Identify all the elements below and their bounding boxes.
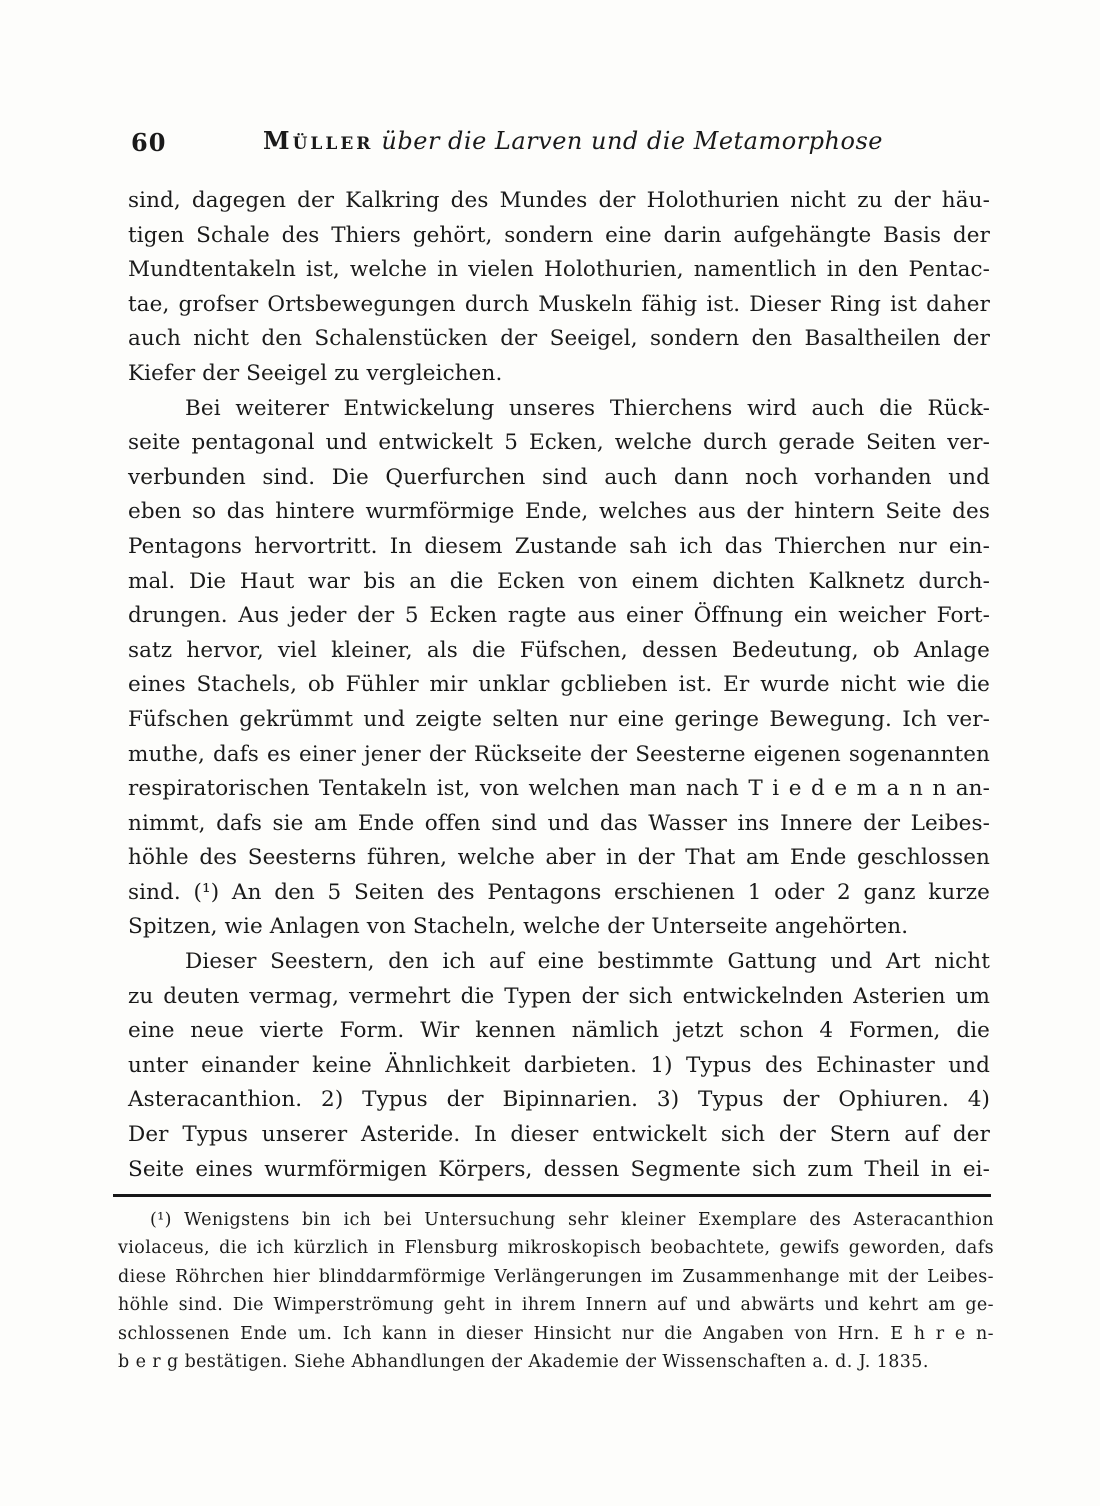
text-line: Kiefer der Seeigel zu vergleichen. bbox=[128, 360, 503, 386]
text-line: zu deuten vermag, vermehrt die Typen der sich entwickelnden Asterien um bbox=[128, 983, 990, 1009]
footnote-line: violaceus, die ich kürzlich in Flensburg mikroskopisch beobachtete, gewifs geworden, dafs bbox=[118, 1238, 994, 1259]
text-line: sind, dagegen der Kalkring des Mundes der Holothurien nicht zu der häu- bbox=[128, 188, 990, 213]
text-line: eine neue vierte Form. Wir kennen nämlich jetzt schon 4 Formen, die bbox=[128, 1018, 990, 1044]
footnote-line: b e r g bestätigen. Siehe Abhandlungen der Akademie der Wissenschaften a. d. J. 1835. bbox=[118, 1352, 929, 1373]
text-line: muthe, dafs es einer jener der Rückseite der Seesterne eigenen sogenannten bbox=[128, 741, 990, 767]
text-line: höhle des Seesterns führen, welche aber in der That am Ende geschlossen bbox=[128, 845, 990, 871]
running-title bbox=[0, 126, 1100, 155]
text-line: mal. Die Haut war bis an die Ecken von einem dichten Kalknetz durch- bbox=[128, 568, 990, 594]
footnote-line: schlossenen Ende um. Ich kann in dieser Hinsicht nur die Angaben von Hrn. E h r e n- bbox=[118, 1323, 994, 1344]
footnote-line: höhle sind. Die Wimperströmung geht in ihrem Innern auf und abwärts und kehrt am ge- bbox=[118, 1295, 994, 1316]
text-line: sind. (¹) An den 5 Seiten des Pentagons erschienen 1 oder 2 ganz kurze bbox=[128, 879, 990, 905]
page-header bbox=[0, 126, 1100, 166]
text-line: Seite eines wurmförmigen Körpers, dessen Segmente sich zum Theil in ei- bbox=[128, 1156, 990, 1182]
page-number: 60 bbox=[131, 128, 167, 157]
text-line: drungen. Aus jeder der 5 Ecken ragte aus einer Öffnung ein weicher Fort- bbox=[128, 603, 990, 629]
text-line: Dieser Seestern, den ich auf eine bestimmte Gattung und Art nicht bbox=[185, 949, 990, 975]
text-line: Füfschen gekrümmt und zeigte selten nur eine geringe Bewegung. Ich ver- bbox=[128, 706, 990, 732]
text-line: auch nicht den Schalenstücken der Seeigel, sondern den Basaltheilen der bbox=[128, 326, 990, 352]
text-line: verbunden sind. Die Querfurchen sind auch dann noch vorhanden und bbox=[128, 464, 990, 490]
footnote-line: diese Röhrchen hier blinddarmförmige Verlängerungen im Zusammenhange mit der Leibes- bbox=[118, 1266, 994, 1287]
text-line: unter einander keine Ähnlichkeit darbieten. 1) Typus des Echinaster und bbox=[128, 1052, 990, 1078]
text-line: Spitzen, wie Anlagen von Stacheln, welche der Unterseite angehörten. bbox=[128, 914, 909, 940]
text-line: seite pentagonal und entwickelt 5 Ecken, welche durch gerade Seiten ver- bbox=[128, 430, 990, 456]
text-line: eben so das hintere wurmförmige Ende, welches aus der hintern Seite des bbox=[128, 499, 990, 525]
running-title-author: Müller bbox=[263, 126, 374, 155]
running-title-text: über die Larven und die Metamorphose bbox=[381, 127, 883, 155]
text-line: Mundtentakeln ist, welche in vielen Holothurien, namentlich in den Pentac- bbox=[128, 257, 990, 283]
text-line: tae, grofser Ortsbewegungen durch Muskeln fähig ist. Dieser Ring ist daher bbox=[128, 291, 990, 317]
text-line: Asteracanthion. 2) Typus der Bipinnarien. 3) Typus der Ophiuren. 4) bbox=[128, 1087, 990, 1113]
text-line: tigen Schale des Thiers gehört, sondern eine darin aufgehängte Basis der bbox=[128, 222, 990, 248]
text-line: eines Stachels, ob Fühler mir unklar gcblieben ist. Er wurde nicht wie die bbox=[128, 672, 990, 698]
footnote-separator-rule bbox=[113, 1194, 991, 1197]
text-line: Pentagons hervortritt. In diesem Zustande sah ich das Thierchen nur ein- bbox=[128, 533, 990, 559]
text-line: Der Typus unserer Asteride. In dieser entwickelt sich der Stern auf der bbox=[128, 1122, 990, 1148]
text-line: respiratorischen Tentakeln ist, von welchen man nach T i e d e m a n n an- bbox=[128, 776, 990, 802]
text-line: nimmt, dafs sie am Ende offen sind und das Wasser ins Innere der Leibes- bbox=[128, 810, 990, 836]
footnote-line: (¹) Wenigstens bin ich bei Untersuchung sehr kleiner Exemplare des Asteracanthion bbox=[150, 1210, 994, 1230]
footnote bbox=[118, 1206, 994, 1376]
text-line: satz hervor, viel kleiner, als die Füfschen, dessen Bedeutung, ob Anlage bbox=[128, 637, 990, 663]
body-text bbox=[128, 184, 990, 1187]
text-line: Bei weiterer Entwickelung unseres Thierchens wird auch die Rück- bbox=[185, 395, 990, 421]
